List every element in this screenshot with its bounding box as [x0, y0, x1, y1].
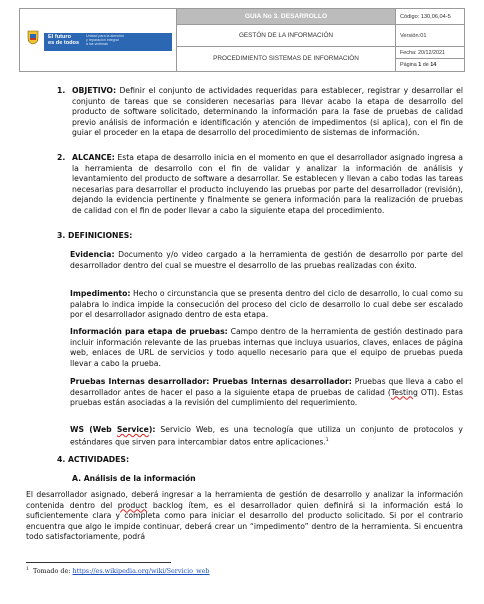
document-process: PROCEDIMIENTO SISTEMAS DE INFORMACIÓN — [213, 55, 359, 62]
document-header-table — [19, 8, 465, 72]
objetivo-label: OBJETIVO: — [72, 86, 117, 95]
actividades-paragraph — [26, 490, 463, 543]
alcance-label: ALCANCE: — [72, 153, 115, 162]
footnote-link[interactable]: https://es.wikipedia.org/wiki/Servicio_web — [72, 567, 210, 576]
section-heading-actividades: 4. ACTIVIDADES: — [57, 455, 130, 464]
page-indicator — [395, 59, 465, 71]
logo-main-text: El futuro es de todos — [48, 34, 80, 46]
pruebas-text-b: OTI). Estas pruebas están asociadas a la revisión del cumplimiento del requerimiento. — [70, 387, 463, 408]
page-of: de — [421, 62, 431, 68]
definition-web-service — [70, 425, 463, 448]
footnote-separator — [26, 562, 171, 563]
pruebas-label: Pruebas Internas desarrollador: Pruebas Internas desarrollador: — [70, 377, 352, 386]
alcance-text: Esta etapa de desarrollo inicia en el momento en que el desarrollador asignado ingresa a la herramienta de desarrollo con el fin de validar y analizar la información de análisis y levantamiento del producto de software a desarrollar. Se establecen y llevan a cabo todas las tareas necesarias para desarrollar el producto incluyendo las pruebas por parte del desarrollador (revisión), dejando la evidencia pertinente y finalmente se genera información para la realización de pruebas de calidad con el fin de poder llevar a cabo la siguiente etapa del procedimiento. — [72, 153, 463, 215]
actividades-text-a: El desarrollador asignado, deberá ingresar a la herramienta de gestión de desarrollo y analizar la información contenida dentro del — [26, 490, 463, 510]
evidencia-label: Evidencia: — [70, 250, 115, 259]
evidencia-text: Documento y/o video cargado a la herramienta de gestión de desarrollo por parte del desarrollador dentro del cual se muestre el desarrollo de las pruebas realizadas con éxito. — [70, 250, 463, 270]
section-objetivo — [72, 86, 463, 139]
impedimento-label: Impedimento: — [70, 289, 131, 298]
footnote-number: 1 — [26, 567, 29, 572]
actividades-squiggle-word: product — [117, 500, 148, 510]
ws-label-a: WS (Web — [70, 425, 117, 434]
page-prefix: Página — [400, 62, 419, 68]
ws-label-b: ): — [148, 425, 156, 434]
document-title: GUIA No 3. DESARROLLO — [177, 9, 395, 25]
document-date: Fecha: 20/12/2021 — [395, 47, 465, 59]
pruebas-text-a: Pruebas que lleva a cabo el desarrollador antes de hacer el paso a la siguiente etapa de pruebas de calidad ( — [70, 377, 463, 397]
section-number-alcance: 2. — [57, 153, 66, 162]
document-subtitle: GESTÓN DE LA INFORMACIÓN — [177, 25, 395, 47]
page-current: 1 — [418, 62, 422, 68]
section-heading-definiciones: 3. DEFINICIONES: — [57, 231, 133, 240]
logo-sub-text: Unidad para la atención y reparación integral a las víctimas — [86, 33, 124, 47]
footnote — [26, 566, 210, 575]
section-alcance — [72, 153, 463, 217]
document-code: Código: 130,06,04-5 — [395, 9, 465, 25]
definition-informacion-pruebas — [70, 327, 463, 369]
pruebas-squiggle-word: Testing — [390, 387, 418, 397]
objetivo-text: Definir el conjunto de actividades requeridas para establecer, registrar y desarrollar el conjunto de tareas que se consideren necesarias para llevar acabo la etapa de desarrollo del producto de software solicitado, determinando la información para la fase de pruebas de calidad previo análisis de información e identificación y atención de impedimentos (si aplica), con el fin de guiar el proceder en la etapa de desarrollo del procedimiento de sistemas de información. — [72, 86, 463, 138]
page-total: 14 — [430, 62, 437, 68]
footnote-reference[interactable]: 1 — [325, 437, 329, 443]
informacion-text: Campo dentro de la herramienta de gestión destinado para incluir información relevante de las pruebas internas que incluya usuarios, claves, enlaces de página web, enlaces de URL de servicios y todo aquello necesario para que el equipo de pruebas pueda llevar a cabo la prueba. — [70, 327, 463, 368]
organization-logo — [20, 9, 177, 71]
ws-text: Servicio Web, es una tecnología que utiliza un conjunto de protocolos y estándares que sirven para intercambiar datos entre aplicaciones. — [70, 425, 463, 447]
definition-impedimento — [70, 289, 463, 321]
subsection-heading-analisis: A. Análisis de la información — [72, 474, 196, 483]
definition-pruebas-internas — [70, 377, 463, 409]
section-number-objetivo: 1. — [57, 86, 66, 95]
document-version: Versión:01 — [395, 25, 465, 47]
impedimento-text: Hecho o circunstancia que se presenta dentro del ciclo de desarrollo, lo cual como su palabra lo indica impide la consecución del proceso del ciclo de desarrollo lo cual debe ser escalado por el desarrollador asignado dentro de esta etapa. — [70, 289, 463, 320]
ws-label-squiggle: Service — [116, 425, 149, 434]
coat-of-arms-icon — [27, 29, 39, 45]
informacion-label: Información para etapa de pruebas: — [70, 327, 228, 336]
definition-evidencia — [70, 250, 463, 271]
footnote-label: Tomado de: — [28, 567, 73, 576]
actividades-text-b: backlog ítem, es el desarrollador quien definirá si la información está lo suficientemente clara y completa como para iniciar el desarrollo del producto solicitado. Si por el contrario encuentra que algo le impide continuar, deberá crear un “impedimento” dentro de la herramienta. Si encuentra todo satisfactoriamente, podrá — [26, 500, 463, 542]
